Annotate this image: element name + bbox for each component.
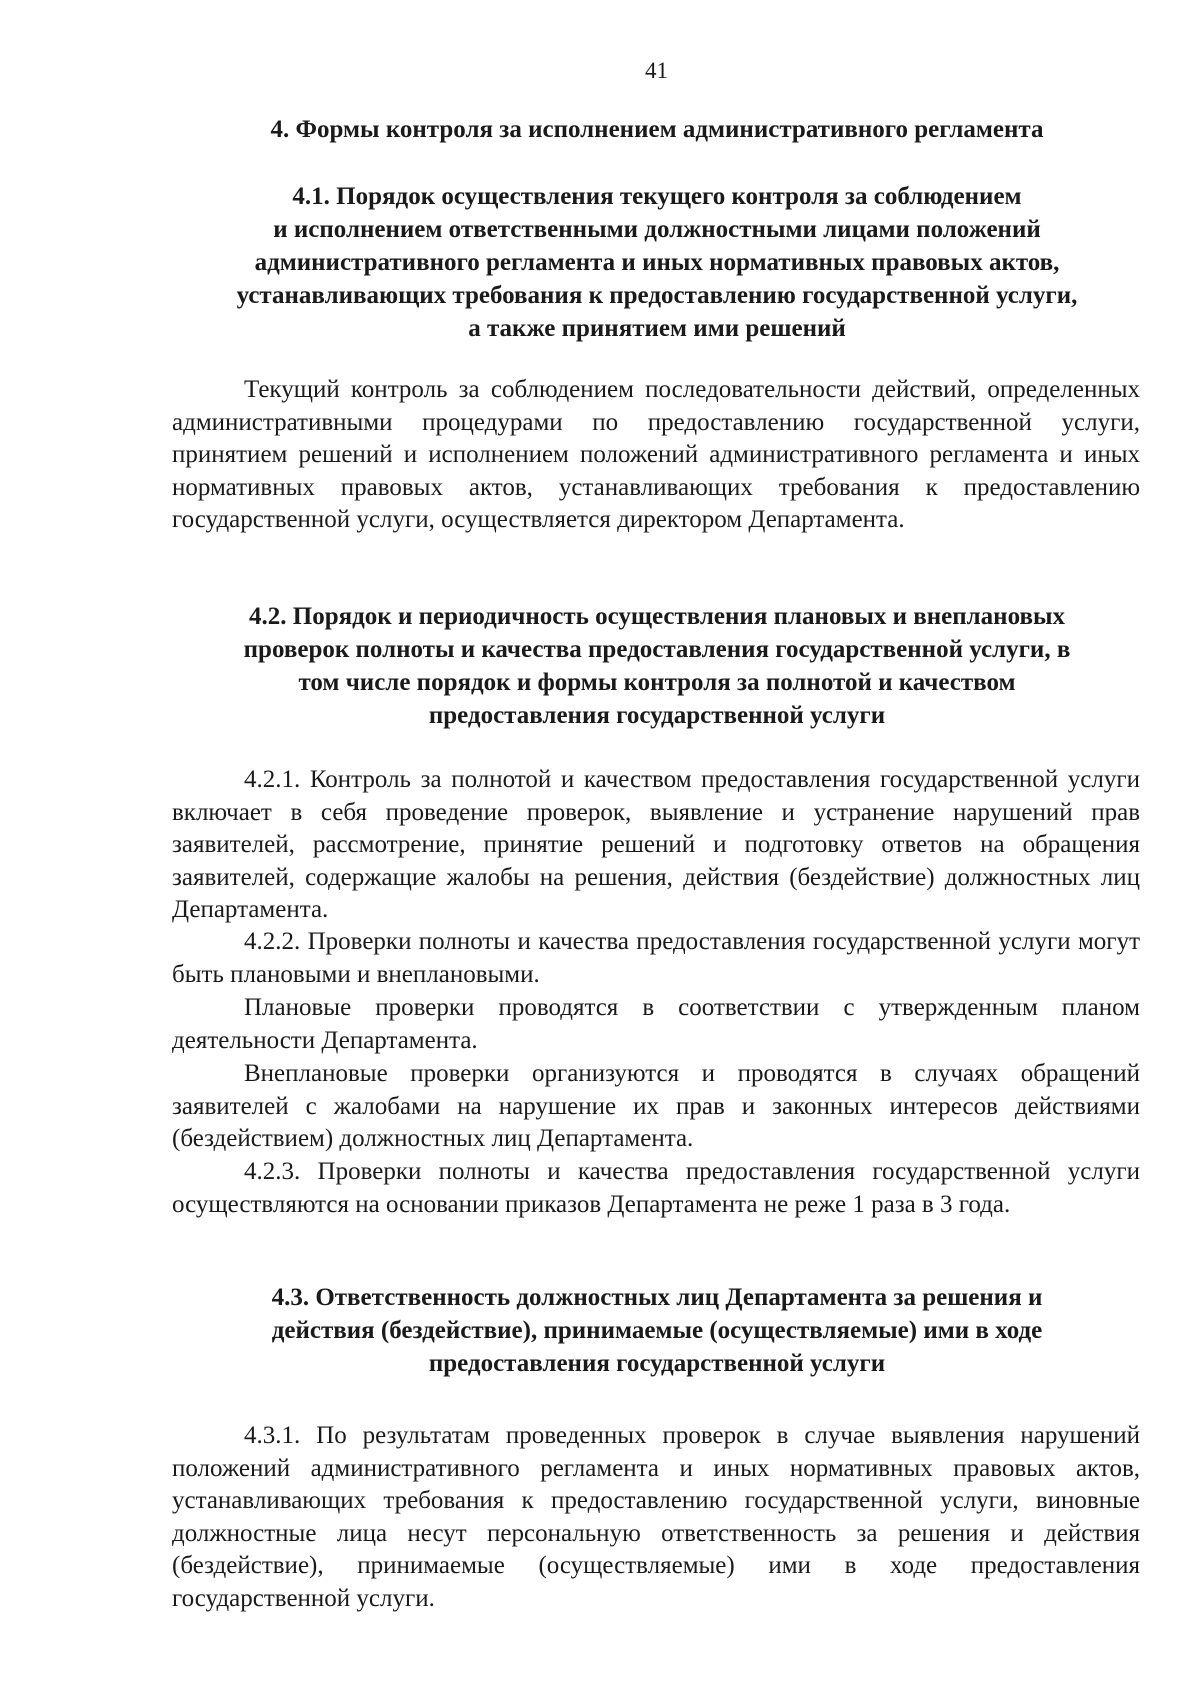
section-4-heading xyxy=(172,113,1142,146)
section-4-3-heading xyxy=(172,1281,1142,1380)
section-4-1-title-line: а также принятием ими решений xyxy=(468,315,846,342)
section-4-title: 4. Формы контроля за исполнением административного регламента xyxy=(270,116,1044,143)
section-4-2-title-line: проверок полноты и качества предоставления государственной услуги, в xyxy=(243,636,1071,663)
section-4-1-title-line: 4.1. Порядок осуществления текущего контроля за соблюдением xyxy=(292,183,1022,210)
paragraph-4-3-1: 4.3.1. По результатам проведенных проверок в случае выявления нарушений положений административного регламента и иных нормативных правовых актов, устанавливающих требования к предоставлению государственной услуги, виновные должностные лица несут персональную ответственность за решения и действия (бездействие), принимаемые (осуществляемые) ими в ходе предоставления государственной услуги. xyxy=(172,1422,1140,1612)
section-4-2-title-line: предоставления государственной услуги xyxy=(428,702,886,729)
section-4-3-title-line: действия (бездействие), принимаемые (осуществляемые) ими в ходе xyxy=(271,1317,1043,1344)
paragraph-unplanned-inspections: Внеплановые проверки организуются и проводятся в случаях обращений заявителей с жалобами на нарушение их прав и законных интересов действиями (бездействием) должностных лиц Департамента. xyxy=(172,1060,1140,1153)
section-4-2-heading xyxy=(172,600,1142,732)
section-4-2-title-line: 4.2. Порядок и периодичность осуществления плановых и внеплановых xyxy=(249,603,1065,630)
section-4-2-title-line: том числе порядок и формы контроля за полнотой и качеством xyxy=(298,669,1016,696)
section-4-1-title-line: и исполнением ответственными должностными лицами положений xyxy=(273,216,1041,243)
section-4-3-title-line: предоставления государственной услуги xyxy=(428,1350,886,1377)
section-4-1-heading xyxy=(172,180,1142,345)
paragraph-4-2-2: 4.2.2. Проверки полноты и качества предоставления государственной услуги могут быть плановыми и внеплановыми. xyxy=(172,928,1140,988)
page-number: 41 xyxy=(645,58,668,83)
paragraph-4-2-1: 4.2.1. Контроль за полнотой и качеством предоставления государственной услуги включает в себя проведение проверок, выявление и устранение нарушений прав заявителей, рассмотрение, принятие решений и подготовку ответов на обращения заявителей, содержащие жалобы на решения, действия (бездействие) должностных лиц Департамента. xyxy=(172,766,1140,924)
section-4-1-title-line: устанавливающих требования к предоставлению государственной услуги, xyxy=(236,282,1078,309)
paragraph-planned-inspections: Плановые проверки проводятся в соответствии с утвержденным планом деятельности Департамента. xyxy=(172,994,1140,1054)
section-4-3-title-line: 4.3. Ответственность должностных лиц Департамента за решения и xyxy=(271,1284,1043,1311)
section-4-1-paragraph: Текущий контроль за соблюдением последовательности действий, определенных административными процедурами по предоставлению государственной услуги, принятием решений и исполнением положений административного регламента и иных нормативных правовых актов, устанавливающих требования к предоставлению государственной услуги, осуществляется директором Департамента. xyxy=(172,376,1140,534)
section-4-1-title-line: административного регламента и иных нормативных правовых актов, xyxy=(254,249,1060,276)
paragraph-4-2-3: 4.2.3. Проверки полноты и качества предоставления государственной услуги осуществляются на основании приказов Департамента не реже 1 раза в 3 года. xyxy=(172,1158,1140,1218)
